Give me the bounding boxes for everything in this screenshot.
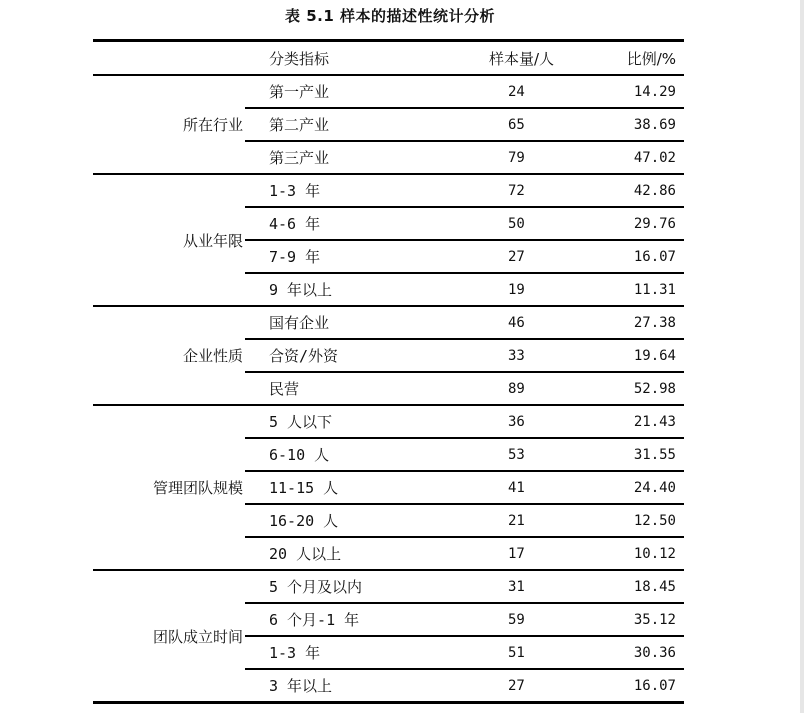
row-count: 53 [405,438,550,471]
page-edge [800,0,804,713]
row-ratio: 31.55 [550,438,684,471]
row-item: 第一产业 [245,75,405,108]
row-ratio: 47.02 [550,141,684,174]
header-category: 分类指标 [245,41,405,76]
row-item: 4-6 年 [245,207,405,240]
table-row [93,174,684,207]
row-ratio: 29.76 [550,207,684,240]
row-count: 27 [405,240,550,273]
row-count: 27 [405,669,550,703]
row-count: 31 [405,570,550,603]
row-count: 17 [405,537,550,570]
row-item: 9 年以上 [245,273,405,306]
row-ratio: 12.50 [550,504,684,537]
row-count: 50 [405,207,550,240]
group-label: 企业性质 [93,306,245,405]
row-ratio: 27.38 [550,306,684,339]
row-item: 16-20 人 [245,504,405,537]
row-count: 59 [405,603,550,636]
table-title: 表 5.1 样本的描述性统计分析 [284,7,496,25]
row-ratio: 14.29 [550,75,684,108]
row-item: 5 个月及以内 [245,570,405,603]
group-label: 管理团队规模 [93,405,245,570]
group-label: 从业年限 [93,174,245,306]
row-item: 1-3 年 [245,174,405,207]
row-count: 21 [405,504,550,537]
row-item: 1-3 年 [245,636,405,669]
row-ratio: 16.07 [550,669,684,703]
row-ratio: 10.12 [550,537,684,570]
row-ratio: 16.07 [550,240,684,273]
row-count: 33 [405,339,550,372]
row-item: 民营 [245,372,405,405]
row-ratio: 30.36 [550,636,684,669]
row-item: 第二产业 [245,108,405,141]
header-row [93,41,684,76]
row-item: 合资/外资 [245,339,405,372]
row-ratio: 38.69 [550,108,684,141]
row-item: 5 人以下 [245,405,405,438]
table-row [93,75,684,108]
row-ratio: 24.40 [550,471,684,504]
row-count: 41 [405,471,550,504]
row-item: 20 人以上 [245,537,405,570]
row-count: 79 [405,141,550,174]
row-count: 65 [405,108,550,141]
row-item: 6-10 人 [245,438,405,471]
row-ratio: 42.86 [550,174,684,207]
table-body [93,75,684,703]
group-label: 所在行业 [93,75,245,174]
row-count: 36 [405,405,550,438]
table-row [93,405,684,438]
row-count: 72 [405,174,550,207]
row-ratio: 52.98 [550,372,684,405]
header-ratio: 比例/% [550,41,684,76]
row-item: 7-9 年 [245,240,405,273]
descriptive-stats-table [93,39,684,704]
row-count: 89 [405,372,550,405]
row-count: 19 [405,273,550,306]
header-group-blank [93,41,245,76]
row-ratio: 18.45 [550,570,684,603]
row-item: 国有企业 [245,306,405,339]
header-count: 样本量/人 [405,41,550,76]
row-ratio: 19.64 [550,339,684,372]
row-item: 第三产业 [245,141,405,174]
group-label: 团队成立时间 [93,570,245,703]
row-ratio: 11.31 [550,273,684,306]
table-row [93,570,684,603]
table-row [93,306,684,339]
row-ratio: 35.12 [550,603,684,636]
row-count: 24 [405,75,550,108]
row-ratio: 21.43 [550,405,684,438]
row-item: 11-15 人 [245,471,405,504]
row-count: 46 [405,306,550,339]
row-count: 51 [405,636,550,669]
row-item: 3 年以上 [245,669,405,703]
row-item: 6 个月-1 年 [245,603,405,636]
